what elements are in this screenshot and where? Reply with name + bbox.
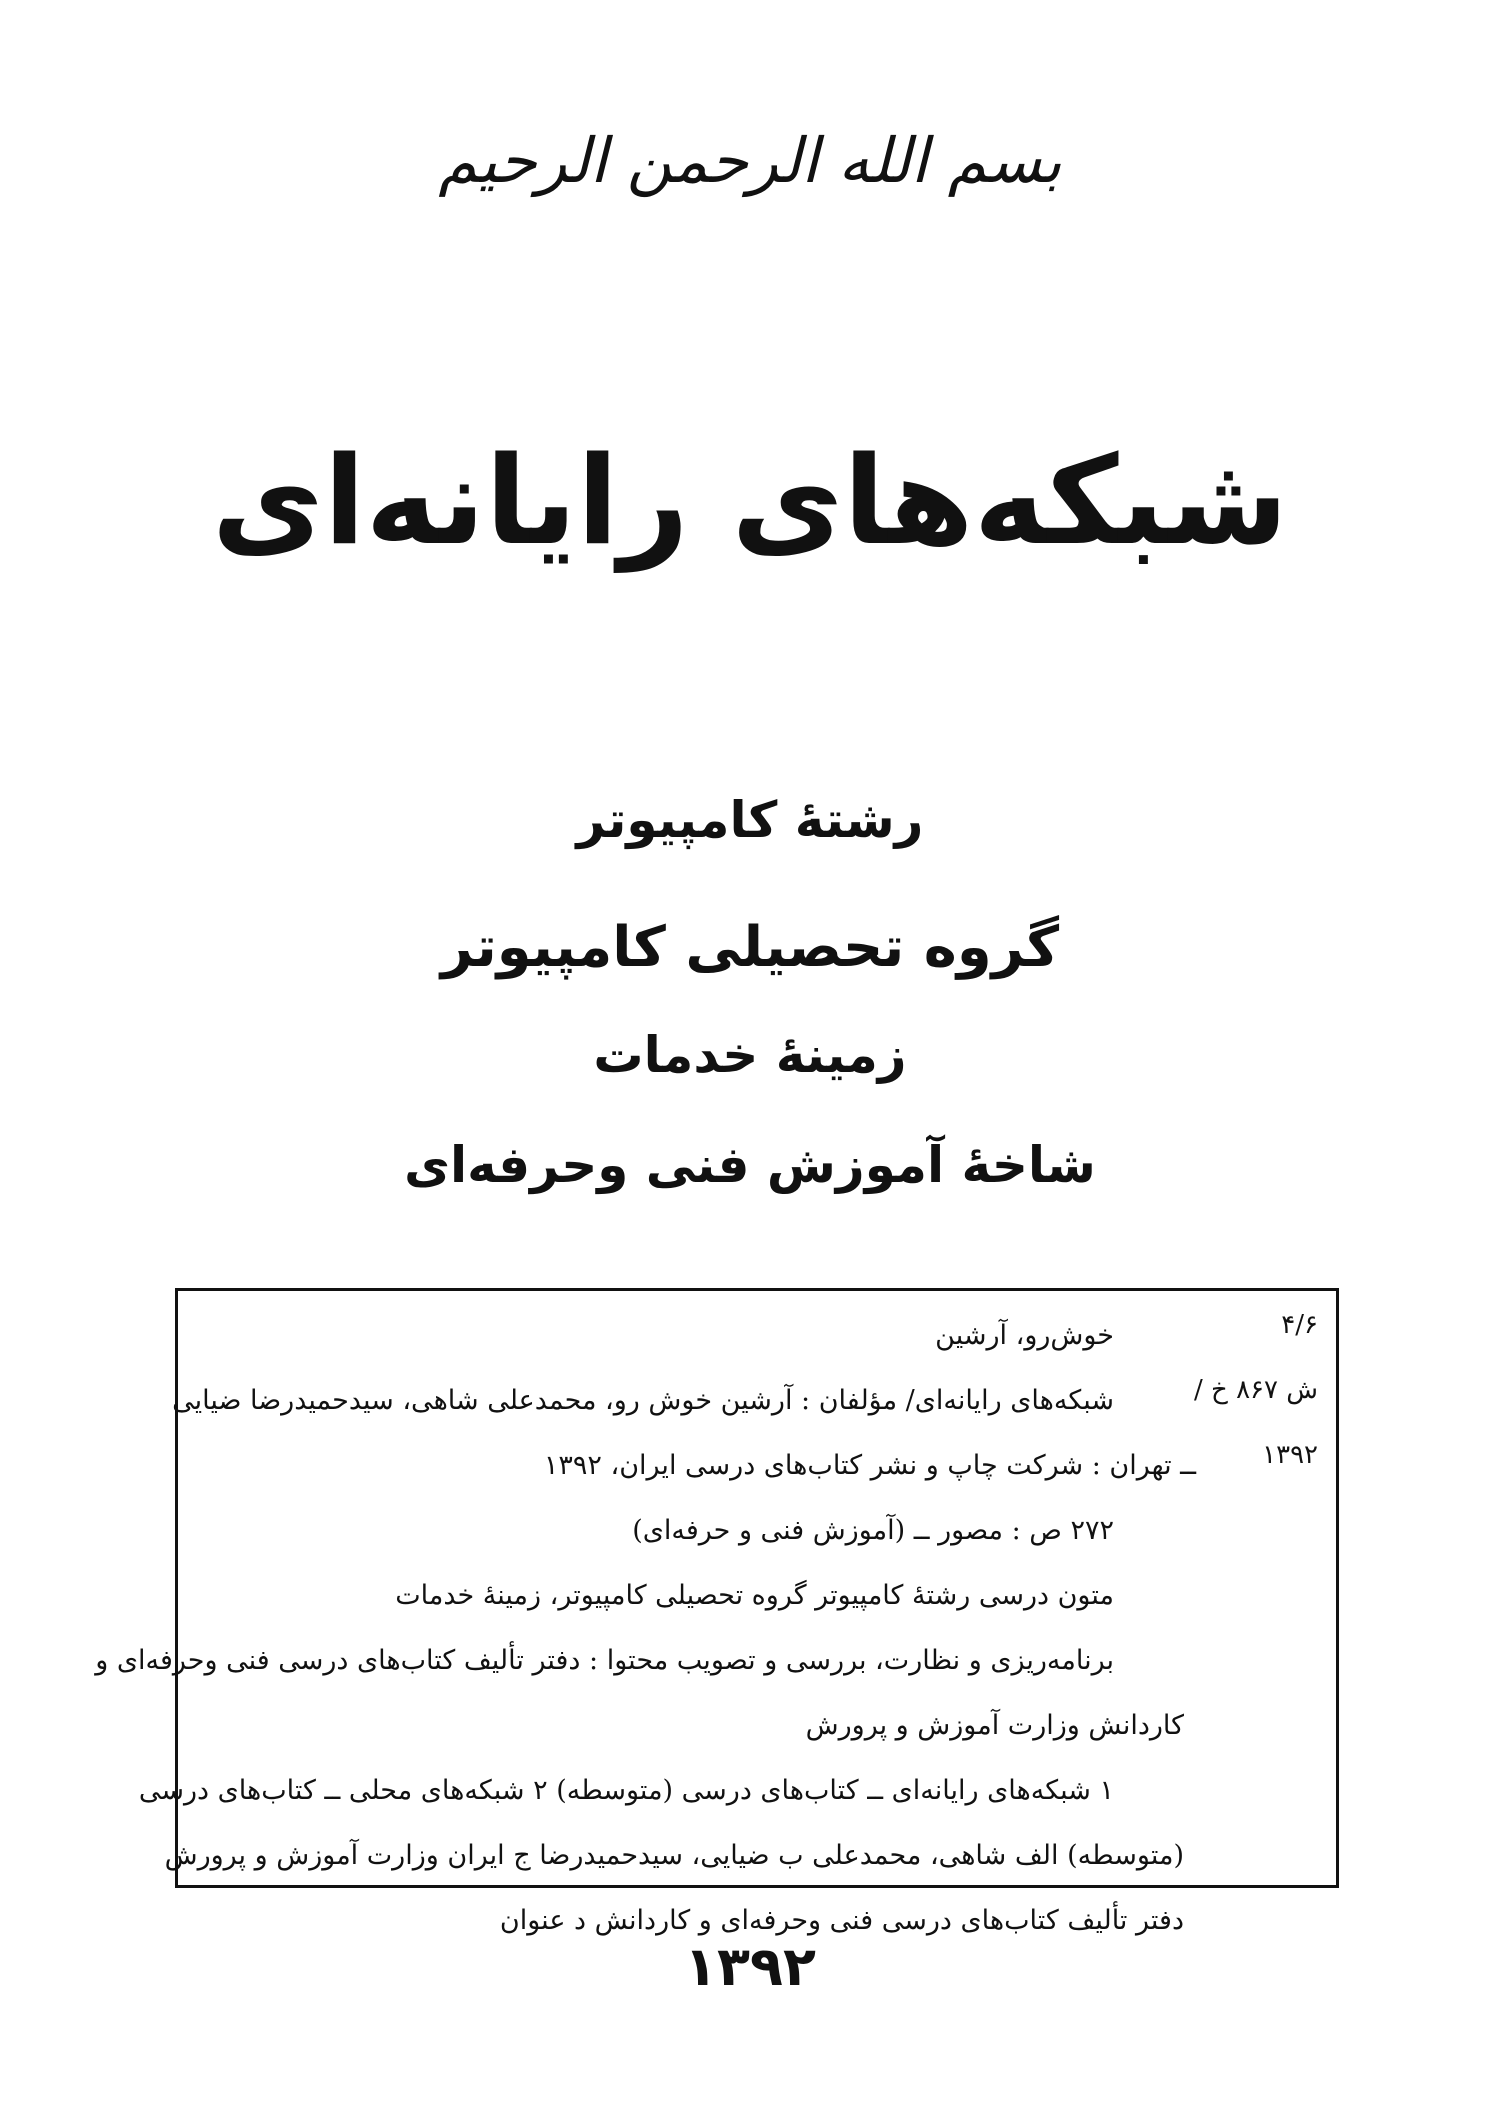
catalog-subjects-end: دفتر تألیف کتاب‌های درسی فنی وحرفه‌ای و کاردانش د عنوان [499, 1905, 1184, 1936]
book-title: شبکه‌های رایانه‌ای [211, 430, 1289, 572]
cataloging-record-box [95, 1288, 1339, 1936]
call-number-class: ۴/۶ [1281, 1310, 1318, 1340]
call-number-year: ۱۳۹۲ [1262, 1440, 1318, 1470]
catalog-supervision-cont: کاردانش وزارت آموزش و پرورش [805, 1710, 1184, 1741]
bismillah-calligraphy: بسم الله الرحمن الرحیم [438, 124, 1062, 197]
catalog-pages: ۲۷۲ ص : مصور ــ (آموزش فنی و حرفه‌ای) [632, 1515, 1114, 1546]
area-of-study: زمینۀ خدمات [593, 1026, 907, 1084]
call-number-cutter: ش ۸۶۷ خ / [1194, 1375, 1318, 1405]
catalog-supervision: برنامه‌ریزی و نظارت، بررسی و تصویب محتوا : دفتر تألیف کتاب‌های درسی فنی وحرفه‌ای و [95, 1645, 1114, 1676]
catalog-author: خوش‌رو، آرشین [935, 1320, 1114, 1351]
education-branch: شاخۀ آموزش فنی وحرفه‌ای [404, 1136, 1096, 1194]
catalog-note: متون درسی رشتۀ کامپیوتر گروه تحصیلی کامپیوتر، زمینۀ خدمات [395, 1580, 1114, 1611]
publication-year: ۱۳۹۲ [684, 1935, 816, 1998]
catalog-body [95, 1303, 1196, 1953]
academic-group: گروه تحصیلی کامپیوتر [440, 915, 1060, 980]
call-number-column [1194, 1303, 1318, 1498]
catalog-subjects-cont: (متوسطه) الف شاهی، محمدعلی ب ضیایی، سیدحمیدرضا ج ایران وزارت آموزش و پرورش [164, 1840, 1184, 1871]
catalog-title-authors: شبکه‌های رایانه‌ای/ مؤلفان : آرشین خوش رو، محمدعلی شاهی، سیدحمیدرضا ضیایی [172, 1385, 1114, 1416]
field-of-study: رشتۀ کامپیوتر [576, 791, 924, 849]
catalog-subjects: ۱ شبکه‌های رایانه‌ای ــ کتاب‌های درسی (متوسطه) ۲ شبکه‌های محلی ــ کتاب‌های درسی [138, 1775, 1114, 1806]
catalog-publisher: ــ تهران : شرکت چاپ و نشر کتاب‌های درسی ایران، ۱۳۹۲ [543, 1450, 1196, 1481]
